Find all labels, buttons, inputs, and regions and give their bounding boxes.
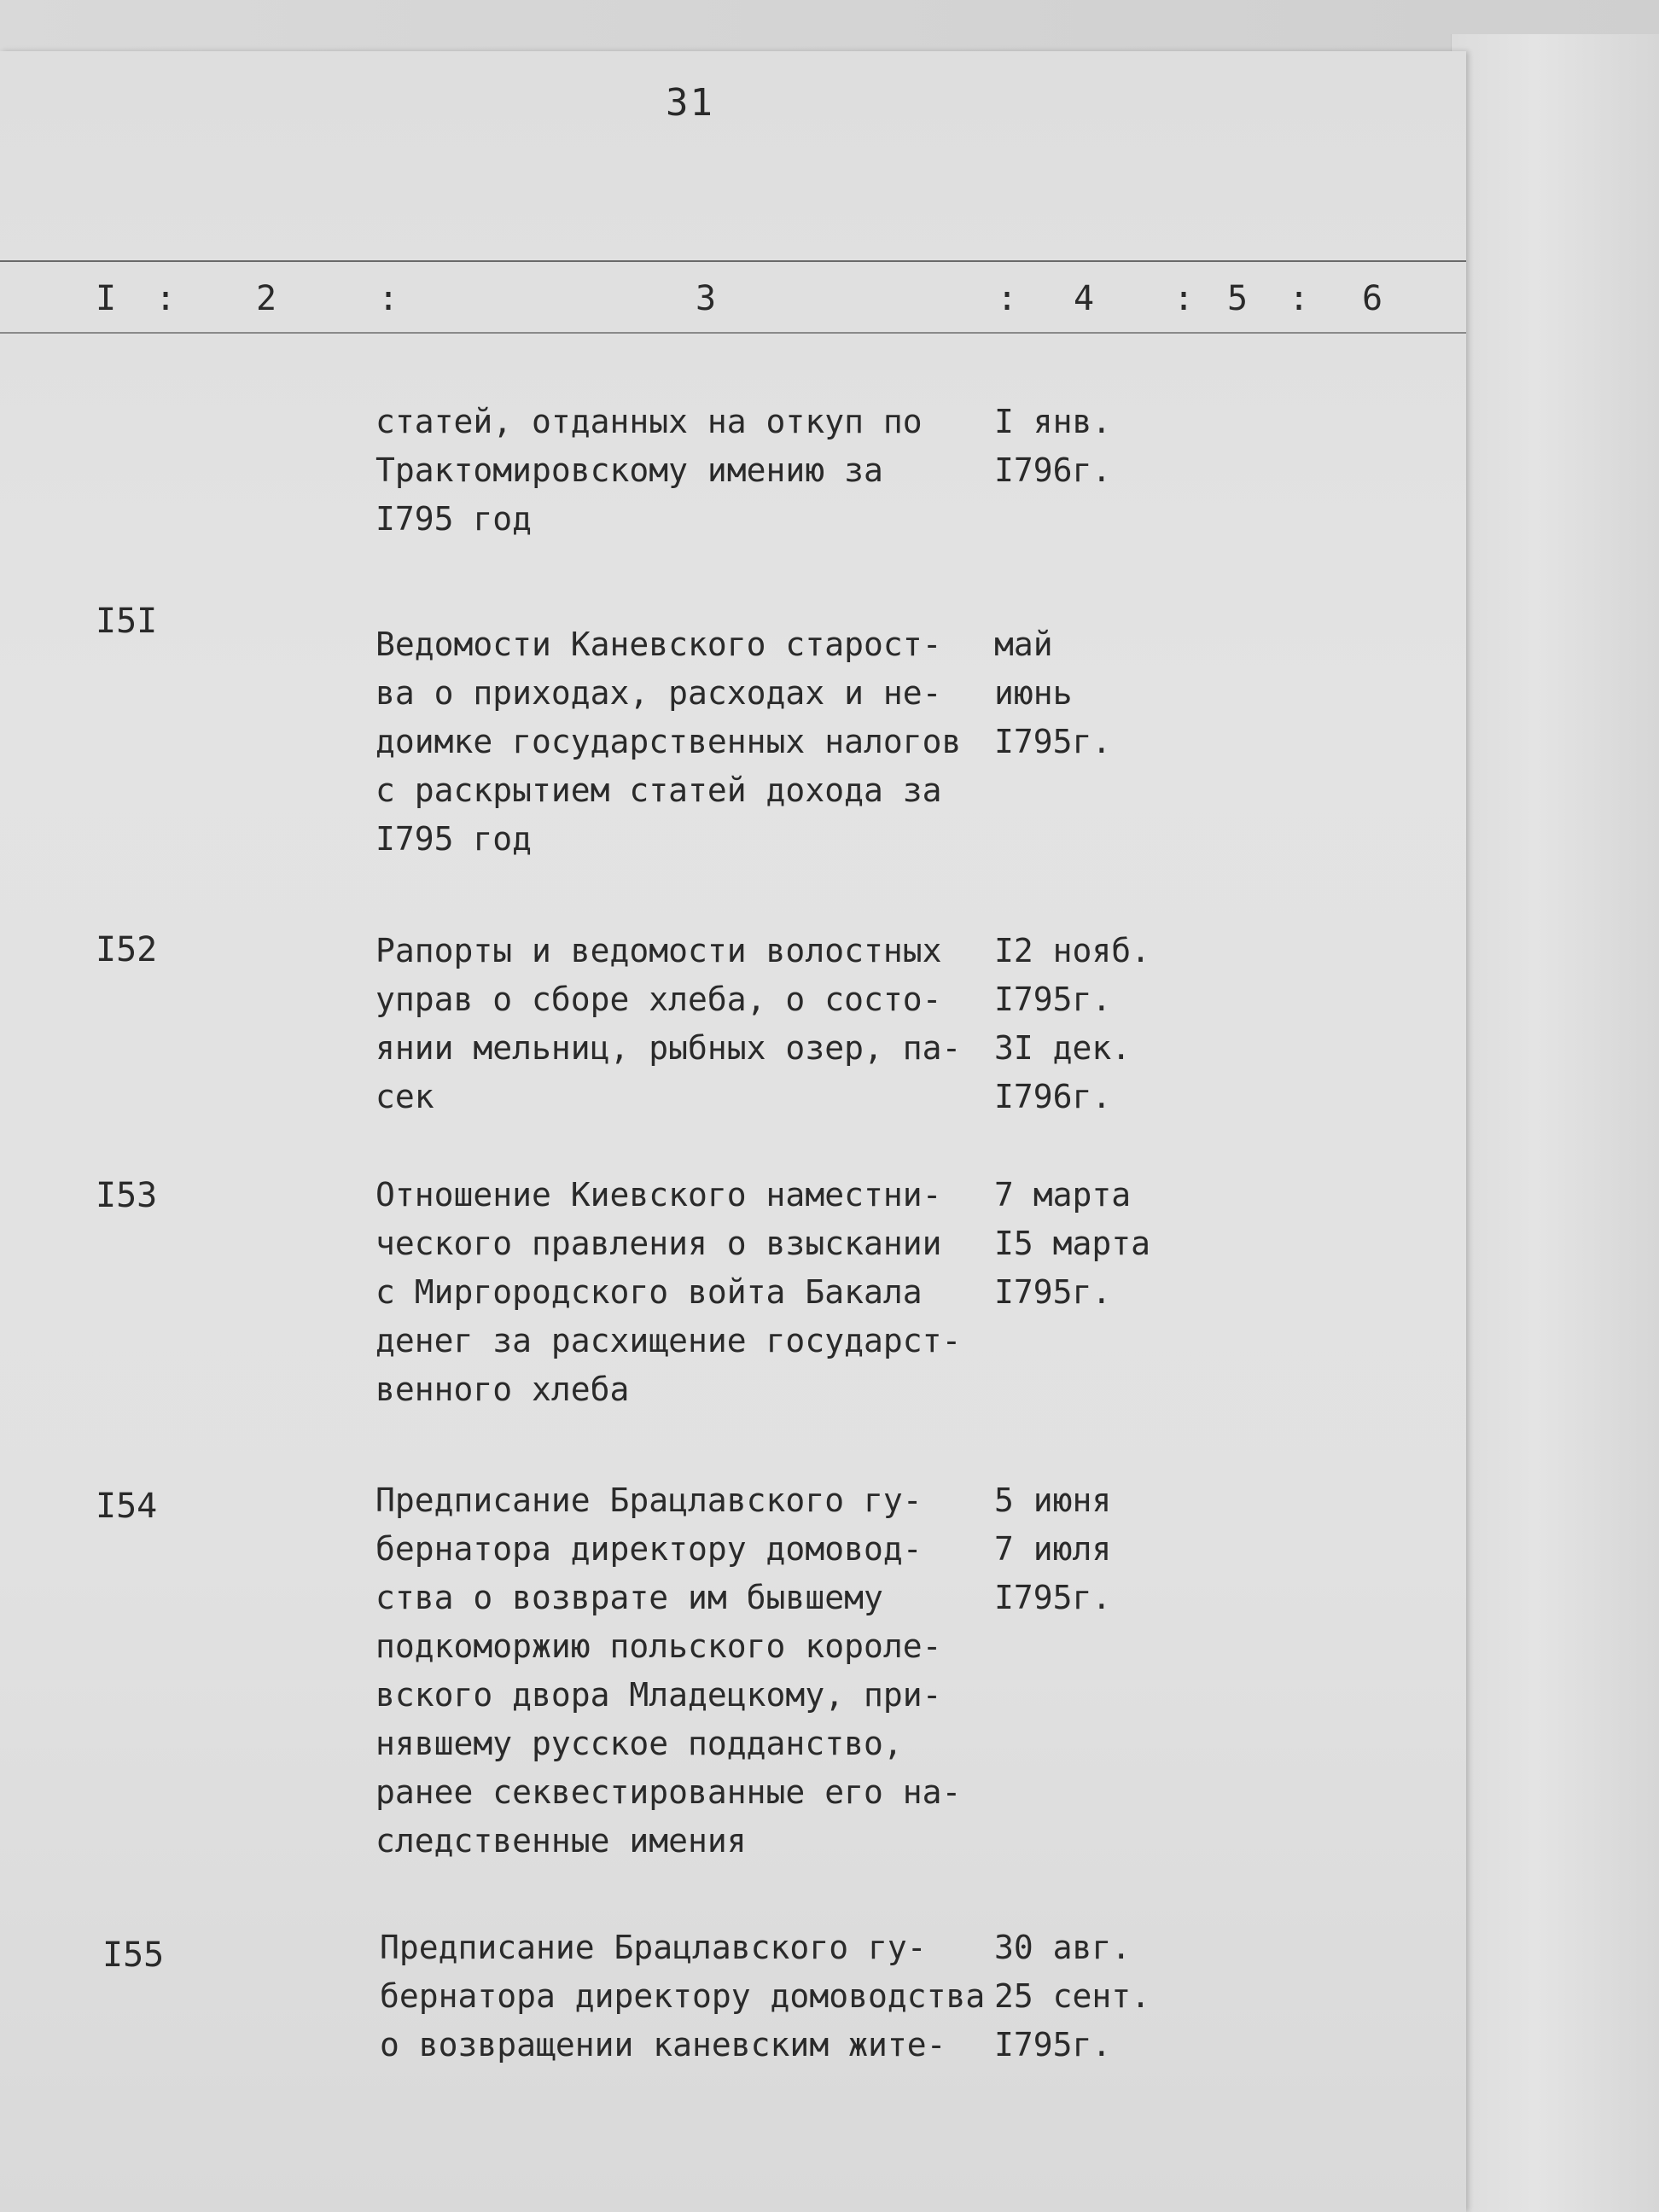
column-header-row <box>0 260 1466 334</box>
entry-number: I53 <box>96 1176 158 1215</box>
column-separator: : <box>1289 279 1310 318</box>
underlying-sheet <box>1451 34 1659 2212</box>
entry-dates: май июнь I795г. <box>994 626 1112 760</box>
entry-number: I52 <box>96 930 158 969</box>
entry-number: I5I <box>96 602 158 641</box>
column-1-header: I <box>96 279 117 318</box>
entry-dates: 5 июня 7 июля I795г. <box>994 1481 1112 1616</box>
column-6-header: 6 <box>1362 279 1383 318</box>
entry-number: I55 <box>102 1936 165 1975</box>
column-separator: : <box>378 279 399 318</box>
column-separator: : <box>1173 279 1195 318</box>
entry-dates: 30 авг. 25 сент. I795г. <box>994 1929 1151 2064</box>
column-3-header: 3 <box>696 279 717 318</box>
entry-title: Предписание Брацлавского гу- бернатора директору домоводства о возвращении каневским жите- <box>380 1929 986 2064</box>
page-number: 31 <box>666 81 714 125</box>
entry-title: Отношение Киевского наместни- ческого правления о взыскании с Миргородского войта Бакала денег за расхищение государст- венного хлеба <box>375 1176 962 1408</box>
column-separator: : <box>155 279 177 318</box>
document-page <box>0 51 1466 2212</box>
column-separator: : <box>997 279 1018 318</box>
column-5-header: 5 <box>1227 279 1249 318</box>
entry-number: I54 <box>96 1487 158 1526</box>
entry-title: статей, отданных на откуп по Трактомировскому имению за I795 год <box>375 403 923 538</box>
entry-title: Предписание Брацлавского гу- бернатора директору домовод- ства о возврате им бывшему подкоморжию польского короле- вского двора Младецкому, при- нявшему русское подданство, ранее секвестированные его на- следственные имения <box>375 1481 962 1860</box>
entry-dates: 7 марта I5 марта I795г. <box>994 1176 1151 1311</box>
entry-title: Ведомости Каневского старост- ва о приходах, расходах и не- доимке государственных налогов с раскрытием статей дохода за I795 год <box>375 626 962 858</box>
entry-title: Рапорты и ведомости волостных управ о сборе хлеба, о состо- янии мельниц, рыбных озер, па- сек <box>375 932 962 1115</box>
entry-dates: I янв. I796г. <box>994 403 1112 489</box>
column-2-header: 2 <box>256 279 277 318</box>
entry-dates: I2 нояб. I795г. 3I дек. I796г. <box>994 932 1151 1115</box>
column-4-header: 4 <box>1074 279 1095 318</box>
